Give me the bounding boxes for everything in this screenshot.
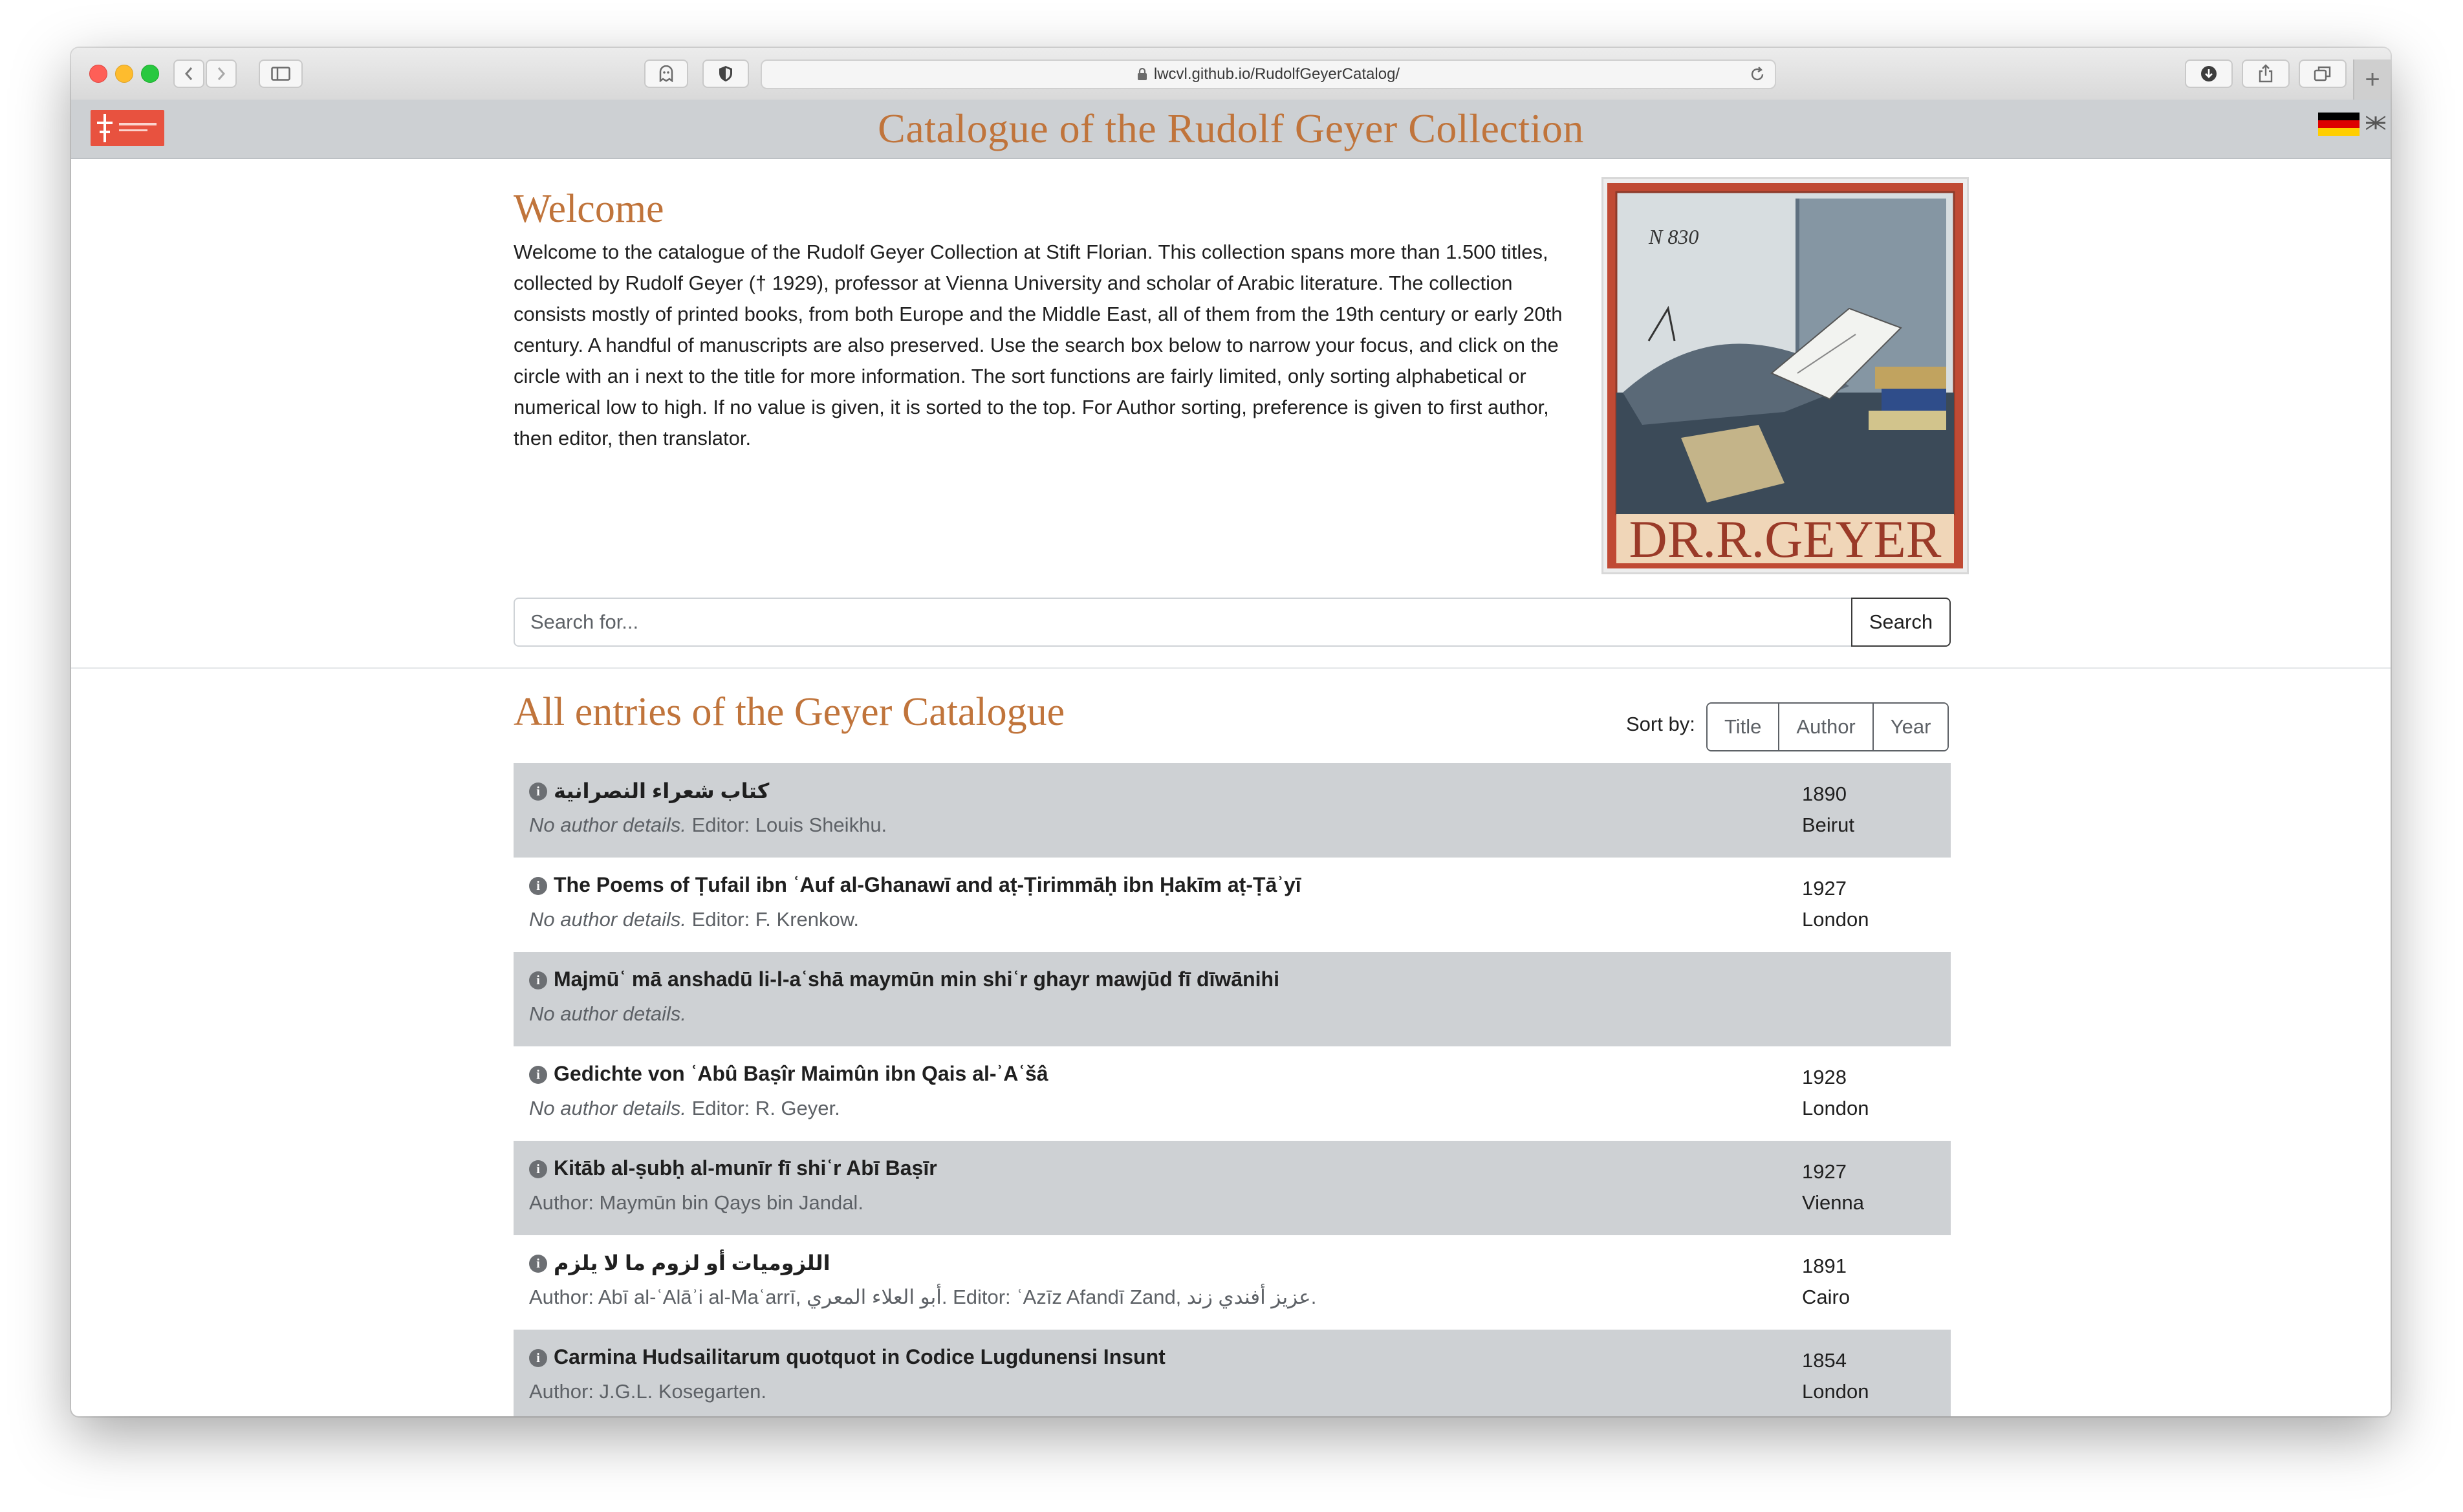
sidebar-icon bbox=[271, 67, 290, 81]
bookplate-number: N 830 bbox=[1649, 225, 1699, 248]
entry-title: كتاب شعراء النصرانية bbox=[554, 779, 770, 803]
entry-details: No author details. bbox=[529, 1002, 686, 1025]
back-button[interactable] bbox=[173, 59, 204, 88]
info-icon[interactable]: i bbox=[529, 783, 547, 801]
url-text: lwcvl.github.io/RudolfGeyerCatalog/ bbox=[1153, 65, 1400, 83]
section-divider bbox=[71, 667, 2391, 669]
entries-heading: All entries of the Geyer Catalogue bbox=[514, 690, 1065, 734]
info-icon[interactable]: i bbox=[529, 1066, 547, 1084]
shield-icon bbox=[718, 65, 733, 83]
list-item bbox=[514, 952, 1951, 1046]
reader-button[interactable] bbox=[644, 59, 688, 88]
entry-details: No author details. Editor: R. Geyer. bbox=[529, 1097, 840, 1119]
lock-icon bbox=[1137, 68, 1147, 81]
info-icon[interactable]: i bbox=[529, 877, 547, 895]
download-icon bbox=[2200, 65, 2218, 83]
ghost-icon bbox=[658, 65, 674, 82]
entries-list bbox=[514, 763, 1951, 1416]
sort-label: Sort by: bbox=[1626, 713, 1695, 735]
entry-year: 1927 bbox=[1802, 1160, 1847, 1183]
sort-author-button[interactable]: Author bbox=[1779, 704, 1873, 750]
sort-title-button[interactable]: Title bbox=[1708, 704, 1779, 750]
english-flag-icon[interactable] bbox=[2366, 113, 2385, 135]
bookplate-name: DR.R.GEYER bbox=[1629, 510, 1942, 568]
tabs-icon bbox=[2314, 65, 2332, 82]
minimize-window-button[interactable] bbox=[115, 65, 133, 83]
sort-button-group bbox=[1706, 702, 1949, 751]
list-item bbox=[514, 1330, 1951, 1416]
list-item bbox=[514, 1046, 1951, 1141]
entry-title: Majmūʿ mā anshadū li-l-aʿshā maymūn min shiʿr ghayr mawjūd fī dīwānihi bbox=[554, 967, 1279, 991]
sort-year-button[interactable]: Year bbox=[1874, 704, 1948, 750]
entry-details: Author: Abī al-ʿAlāʾi al-Maʿarrī, أبو العلاء المعري. Editor: ʿAzīz Afandī Zand, عزيز أفندي زند. bbox=[529, 1286, 1317, 1308]
info-icon[interactable]: i bbox=[529, 971, 547, 989]
share-button[interactable] bbox=[2242, 59, 2290, 88]
reload-icon[interactable] bbox=[1749, 66, 1766, 83]
geyer-bookplate-image bbox=[1601, 177, 1969, 574]
search-input[interactable] bbox=[514, 598, 1852, 647]
entry-details: Author: J.G.L. Kosegarten. bbox=[529, 1380, 767, 1403]
entry-place: London bbox=[1802, 908, 1869, 931]
entry-place: London bbox=[1802, 1097, 1869, 1119]
site-header bbox=[71, 100, 2391, 159]
tab-overview-button[interactable] bbox=[2299, 59, 2347, 88]
entry-place: Cairo bbox=[1802, 1286, 1850, 1308]
entry-title: Gedichte von ʿAbû Baṣîr Maimûn ibn Qais al-ʾAʿšâ bbox=[554, 1062, 1048, 1085]
address-bar[interactable] bbox=[761, 59, 1776, 89]
info-icon[interactable]: i bbox=[529, 1349, 547, 1367]
search-bar bbox=[514, 598, 1951, 647]
entry-title: Kitāb al-ṣubḥ al-munīr fī shiʿr Abī Baṣīr bbox=[554, 1156, 937, 1180]
share-icon bbox=[2257, 64, 2274, 83]
chevron-left-icon bbox=[184, 66, 194, 81]
entry-title: The Poems of Ṭufail ibn ʿAuf al-Ghanawī and aṭ-Ṭirimmāḥ ibn Ḥakīm aṭ-Ṭāʾyī bbox=[554, 873, 1301, 896]
list-item bbox=[514, 763, 1951, 858]
new-tab-button[interactable] bbox=[2353, 59, 2391, 100]
chevron-right-icon bbox=[216, 66, 226, 81]
entry-title: اللزوميات أو لزوم ما لا يلزم bbox=[554, 1251, 830, 1275]
site-title: Catalogue of the Rudolf Geyer Collection bbox=[878, 105, 1584, 151]
forward-button[interactable] bbox=[206, 59, 237, 88]
list-item bbox=[514, 1141, 1951, 1235]
german-flag-icon[interactable] bbox=[2318, 113, 2360, 136]
plus-icon: + bbox=[2365, 65, 2380, 94]
entry-place: London bbox=[1802, 1380, 1869, 1403]
entry-year: 1854 bbox=[1802, 1349, 1847, 1372]
welcome-paragraph: Welcome to the catalogue of the Rudolf Geyer Collection at Stift Florian. This collection spans more than 1.500 titles, collected by Rudolf Geyer († 1929), professor at Vienna University and scholar of Arabic literature. The collection consists mostly of printed books, from both Europe and the Middle East, all of them from the 19th century or early 20th century. A handful of manuscripts are also preserved. Use the search box below to narrow your focus, and click on the circle with an i next to the title for more information. The sort functions are fairly limited, only sorting alphabetical or numerical low to high. If no value is given, it is sorted to the top. For Author sorting, preference is given to first author, then editor, then translator. bbox=[514, 241, 1563, 449]
entry-details: Author: Maymūn bin Qays bin Jandal. bbox=[529, 1191, 863, 1214]
entry-details: No author details. Editor: Louis Sheikhu. bbox=[529, 814, 887, 836]
list-item bbox=[514, 1235, 1951, 1330]
entry-place: Beirut bbox=[1802, 814, 1854, 836]
welcome-heading: Welcome bbox=[514, 187, 664, 231]
search-button[interactable]: Search bbox=[1851, 598, 1951, 647]
browser-toolbar bbox=[71, 48, 2391, 101]
privacy-shield-button[interactable] bbox=[702, 59, 749, 88]
entry-year: 1928 bbox=[1802, 1066, 1847, 1088]
list-item bbox=[514, 858, 1951, 952]
downloads-button[interactable] bbox=[2185, 59, 2233, 88]
main-content bbox=[71, 159, 2391, 1416]
entry-place: Vienna bbox=[1802, 1191, 1864, 1214]
browser-window bbox=[71, 48, 2391, 1416]
zoom-window-button[interactable] bbox=[141, 65, 159, 83]
info-icon[interactable]: i bbox=[529, 1160, 547, 1178]
sidebar-toggle-button[interactable] bbox=[259, 59, 303, 88]
entry-year: 1890 bbox=[1802, 783, 1847, 805]
info-icon[interactable]: i bbox=[529, 1255, 547, 1273]
close-window-button[interactable] bbox=[89, 65, 107, 83]
entry-year: 1927 bbox=[1802, 877, 1847, 900]
entry-year: 1891 bbox=[1802, 1255, 1847, 1277]
entry-details: No author details. Editor: F. Krenkow. bbox=[529, 908, 860, 931]
entry-title: Carmina Hudsailitarum quotquot in Codice Lugdunensi Insunt bbox=[554, 1345, 1166, 1368]
